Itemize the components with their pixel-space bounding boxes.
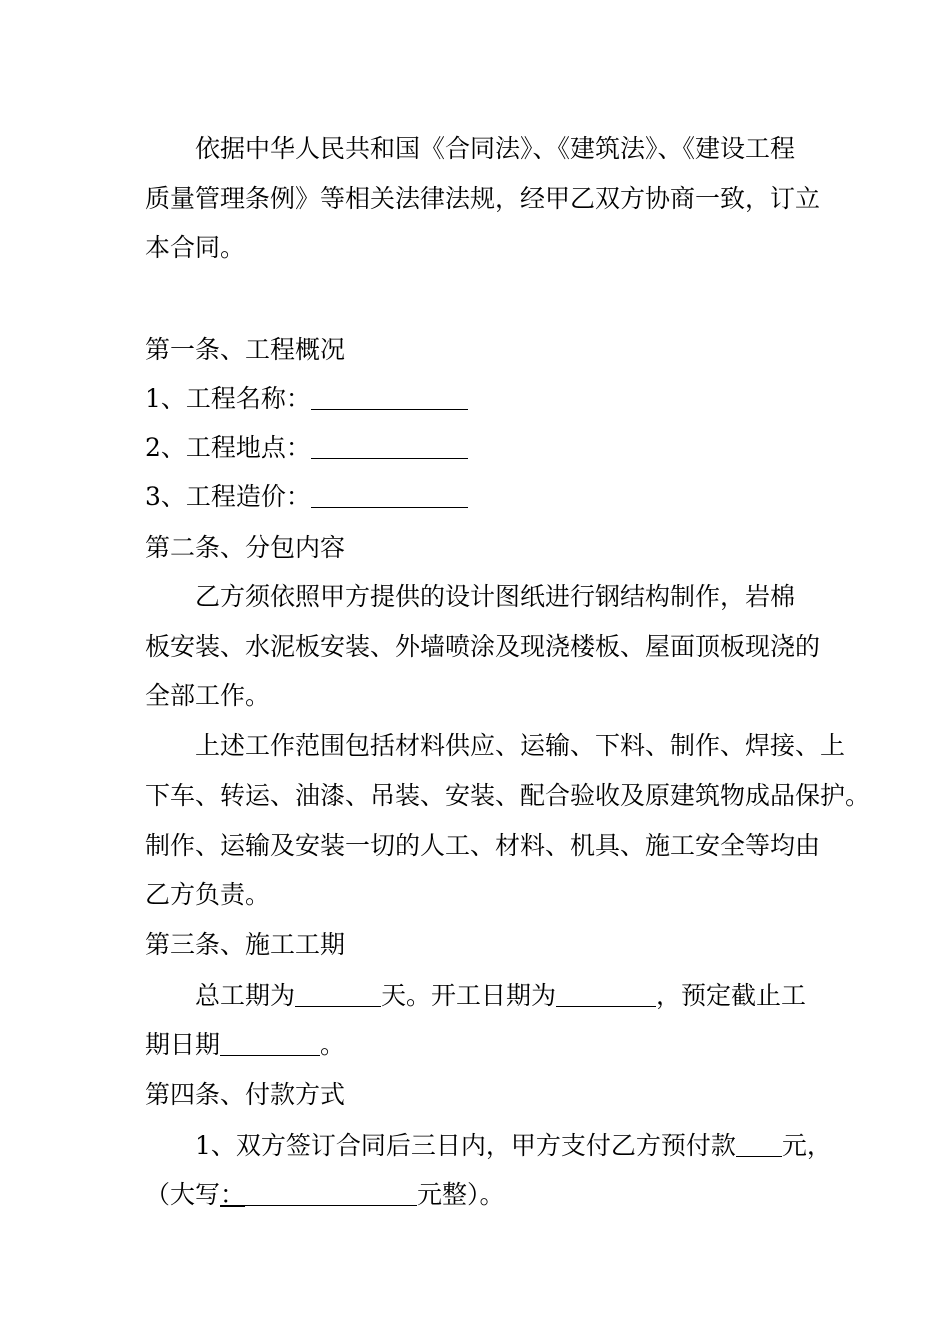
project-name-row	[145, 383, 468, 415]
project-cost-row	[145, 481, 468, 513]
end-date-label-cont: 期日期	[145, 1030, 221, 1059]
end-date-label: ，预定截止工	[656, 981, 807, 1010]
article2-p1-line-1: 乙方须依照甲方提供的设计图纸进行钢结构制作，岩棉	[195, 582, 796, 611]
total-days-blank	[295, 980, 381, 1007]
article2-p1-line-2: 板安装、水泥板安装、外墙喷涂及现浇楼板、屋面顶板现浇的	[145, 632, 821, 661]
article2-p2-line-3: 制作、运输及安装一切的人工、材料、机具、施工安全等均由	[145, 831, 821, 860]
schedule-end-punct: 。	[320, 1030, 346, 1059]
project-name-label: 1、工程名称：	[145, 384, 311, 413]
start-date-label: 天。开工日期为	[381, 981, 557, 1010]
capital-amount-suffix: 元整）。	[417, 1180, 505, 1209]
schedule-line-1	[195, 980, 806, 1012]
intro-line-2: 质量管理条例》等相关法律法规，经甲乙双方协商一致，订立	[145, 184, 821, 213]
schedule-line-2	[145, 1029, 345, 1061]
payment-line-1	[195, 1130, 832, 1162]
article2-p2-line-2: 下车、转运、油漆、吊装、安装、配合验收及原建筑物成品保护。	[145, 781, 871, 810]
article2-p2-line-1: 上述工作范围包括材料供应、运输、下料、制作、焊接、上	[195, 731, 846, 760]
project-cost-label: 3、工程造价：	[145, 482, 311, 511]
end-date-blank	[220, 1029, 320, 1056]
start-date-blank	[556, 980, 656, 1007]
project-location-row	[145, 432, 468, 464]
article2-heading: 第二条、分包内容	[145, 533, 346, 562]
article2-p2-line-4: 乙方负责。	[145, 880, 271, 909]
intro-line-1: 依据中华人民共和国《合同法》、《建筑法》、《建设工程	[195, 134, 796, 163]
total-duration-label: 总工期为	[195, 981, 296, 1010]
project-location-label: 2、工程地点：	[145, 433, 311, 462]
article4-heading: 第四条、付款方式	[145, 1080, 346, 1109]
advance-amount-blank	[736, 1130, 782, 1157]
article3-heading: 第三条、施工工期	[145, 930, 346, 959]
capital-amount-label: （大写	[145, 1180, 221, 1209]
project-name-blank	[311, 383, 468, 410]
article2-p1-line-3: 全部工作。	[145, 681, 271, 710]
advance-payment-label: 1、双方签订合同后三日内，甲方支付乙方预付款	[195, 1131, 736, 1160]
intro-line-3: 本合同。	[145, 233, 246, 262]
project-cost-blank	[311, 481, 468, 508]
advance-unit: 元，	[781, 1131, 832, 1160]
capital-amount-colon: ：	[220, 1180, 246, 1209]
project-location-blank	[311, 432, 468, 459]
payment-line-2	[145, 1179, 505, 1211]
capital-amount-blank	[245, 1179, 417, 1206]
article1-heading: 第一条、工程概况	[145, 335, 346, 364]
